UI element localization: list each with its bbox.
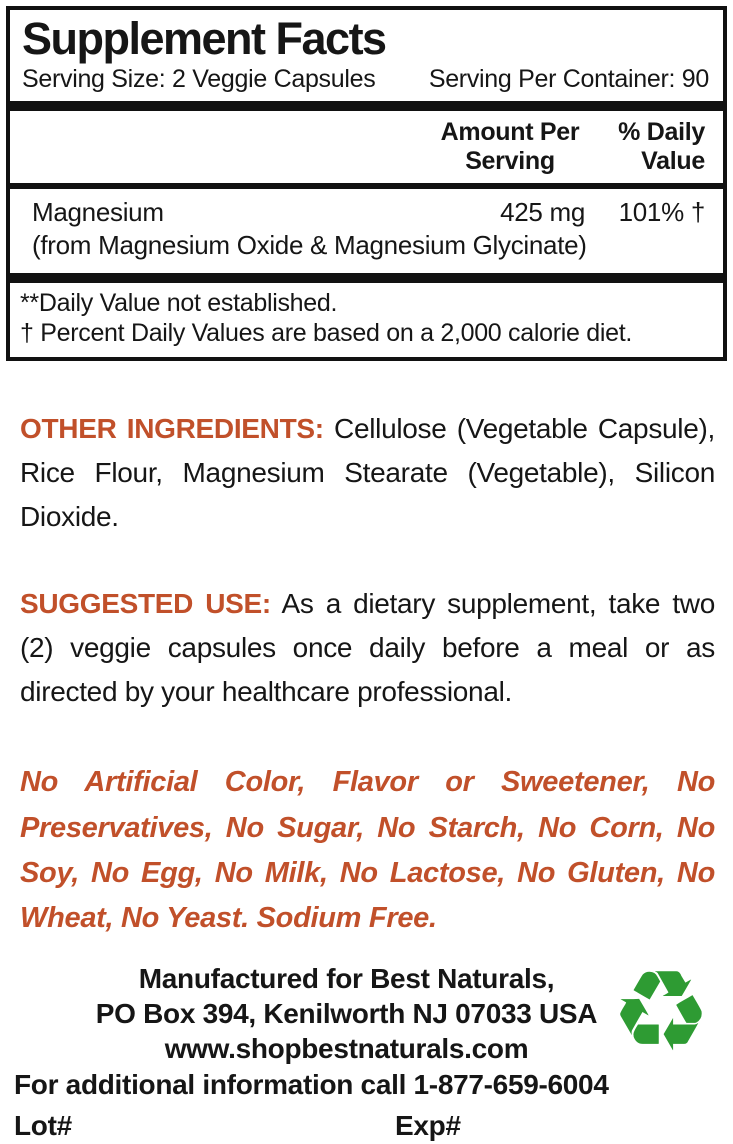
other-ingredients-paragraph xyxy=(20,407,715,540)
footer xyxy=(0,947,733,1144)
manufactured-for-line: Manufactured for Best Naturals, xyxy=(138,963,555,995)
lot-exp-row xyxy=(14,1110,733,1144)
divider-thick-bottom xyxy=(10,273,723,283)
lot-label: Lot# xyxy=(14,1110,72,1142)
divider-thick-top xyxy=(10,101,723,111)
nutrient-name: Magnesium xyxy=(32,196,164,227)
address-line: PO Box 394, Kenilworth NJ 07033 USA xyxy=(95,998,598,1030)
footnote-percent-dv: † Percent Daily Values are based on a 2,000 calorie diet. xyxy=(20,319,632,348)
other-ingredients-text: Cellulose (Vegetable Capsule), Rice Flour, Magnesium Stearate (Vegetable), Silicon Dioxide. xyxy=(20,412,715,533)
nutrient-daily-value: 101% † xyxy=(618,196,705,227)
suggested-use-paragraph xyxy=(20,582,715,715)
nutrient-source: (from Magnesium Oxide & Magnesium Glycinate) xyxy=(32,229,587,260)
recycle-icon: ♻ xyxy=(610,947,711,1078)
supplement-facts-panel xyxy=(6,6,727,361)
facts-column-headers xyxy=(10,111,723,183)
phone-info-line: For additional information call 1-877-659-6004 xyxy=(14,1069,609,1101)
amount-per-serving-header: Amount Per Serving xyxy=(440,117,580,176)
website-line: www.shopbestnaturals.com xyxy=(164,1033,529,1065)
nutrient-row-magnesium xyxy=(10,189,723,228)
daily-value-header: % Daily Value xyxy=(618,117,705,176)
nutrient-amount: 425 mg xyxy=(500,196,585,227)
supplement-label xyxy=(0,6,733,1144)
facts-title: Supplement Facts xyxy=(22,13,386,64)
facts-footnotes xyxy=(10,283,723,357)
footnote-dv-not-established: **Daily Value not established. xyxy=(20,288,338,317)
suggested-use-heading: SUGGESTED USE: xyxy=(20,587,271,619)
other-ingredients-heading: OTHER INGREDIENTS: xyxy=(20,412,324,444)
serving-size: Serving Size: 2 Veggie Capsules xyxy=(22,64,376,93)
free-of-claims: No Artificial Color, Flavor or Sweetener, No Preservatives, No Sugar, No Starch, No Corn, No Soy, No Egg, No Milk, No Lactose, No Gluten, No Wheat, No Yeast. Sodium Free. xyxy=(20,766,715,934)
exp-label: Exp# xyxy=(395,1110,461,1142)
serving-row xyxy=(10,62,723,101)
servings-per-container: Serving Per Container: 90 xyxy=(428,64,709,93)
suggested-use-text: As a dietary supplement, take two (2) veggie capsules once daily before a meal or as directed by your healthcare professional. xyxy=(20,587,715,708)
